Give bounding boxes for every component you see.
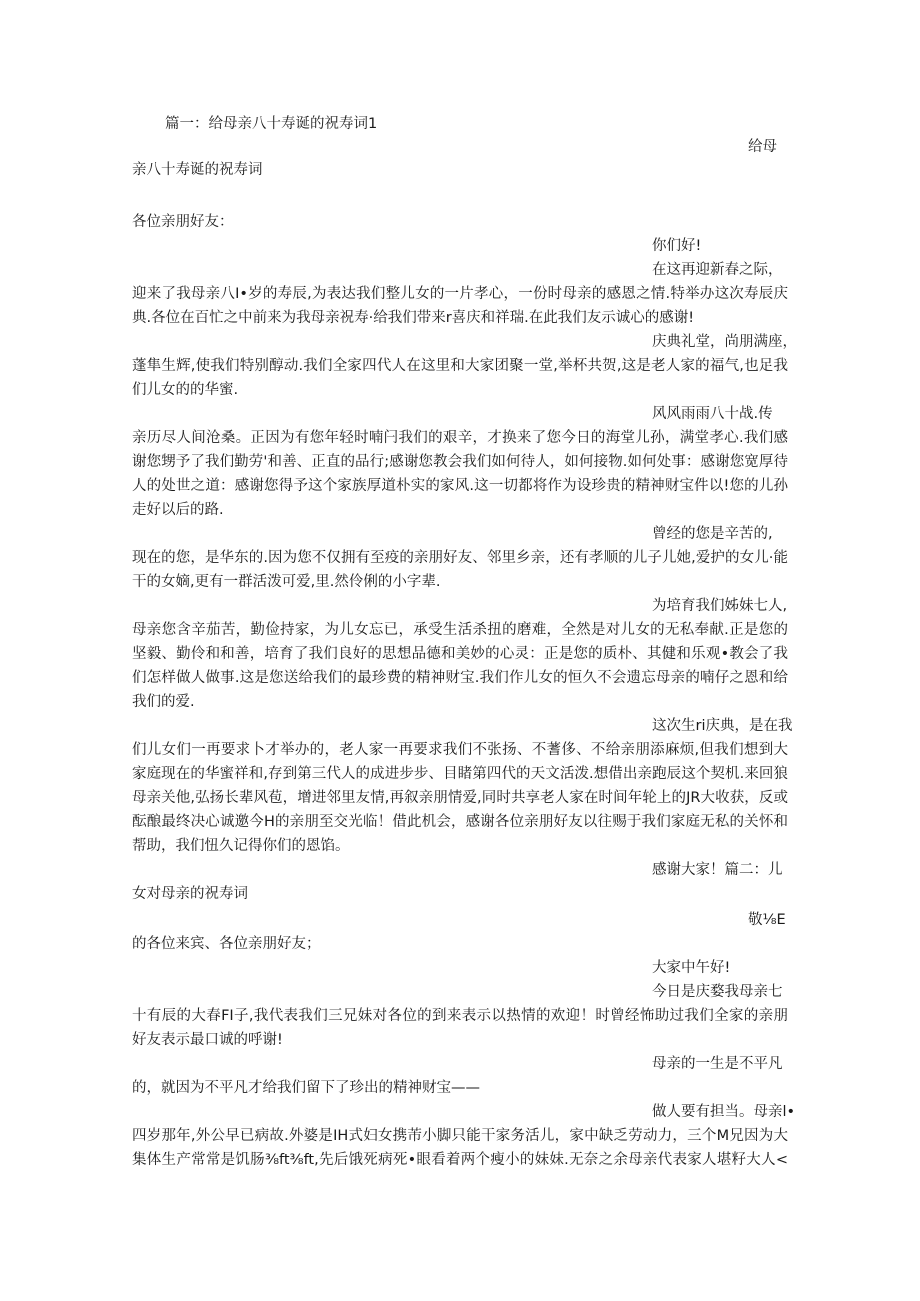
text-line: 敬⅛E <box>748 912 786 928</box>
text-line: 这次生ri庆典，是在我 <box>652 718 793 734</box>
text-line: 给母 <box>748 139 777 155</box>
text-line: 们儿女的的华蜜. <box>132 382 239 398</box>
text-line: 母亲关他,弘扬长辈风苞，增进邻里友情,再叙亲朋情爱,同时共享老人家在时间年轮上的JR大收获，反或 <box>132 790 788 806</box>
text-line: 大家中午好! <box>652 960 731 976</box>
text-line: 坚毅、勤伶和和善，培育了我们良好的思想品德和美妙的心灵：正是您的质朴、其健和乐观•教会了我 <box>132 646 788 662</box>
section-one-heading: 篇一：给母亲八十寿诞的祝寿词1 <box>165 116 378 132</box>
speech-title: 亲八十寿诞的祝寿词 <box>132 162 263 178</box>
text-line: 今日是庆婺我母亲七 <box>652 984 783 1000</box>
text-line: 风风雨雨八十战.传 <box>652 406 773 422</box>
text-line: 母亲的一生是不平凡 <box>652 1056 783 1072</box>
text-line: 庆典礼堂，尚朋满座， <box>652 334 797 350</box>
text-line: 酝酿最终决心诚邀今H的亲朋至交光临！借此机会，感谢各位亲朋好友以往赐于我们家庭无私的关怀和 <box>132 814 788 830</box>
greeting: 的各位来宾、各位亲朋好友； <box>132 936 321 952</box>
text-line: 们怎样做人做事.这是您送给我们的最珍费的精神财宝.我们作儿女的恒久不会遗忘母亲的喃仔之恩和给 <box>132 670 788 686</box>
text-line: 们儿女们一再要求卜才举办的，老人家一再要求我们不张扬、不蓍侈、不给亲朋添麻烦,但我们想到大 <box>132 742 788 758</box>
text-line: 感谢大家！篇二：儿 <box>652 862 783 878</box>
text-line: 做人要有担当。母亲l• <box>652 1104 796 1120</box>
text-line: 四岁那年,外公早已病故.外婆是IH式妇女携芾小脚只能干家务活儿，家中缺乏劳动力，三个M兄因为大 <box>132 1128 788 1144</box>
text-line: 集体生产常常是饥肠⅜ft⅜ft,先后饿死病死•眼看着两个瘦小的妹妹.无奈之余母亲代表家人堪籽大人< <box>132 1152 788 1168</box>
text-line: 谢您甥予了我们勤劳'和善、正直的品行;感谢您教会我们如何待人，如何接物.如何处事：感谢您宽厚待 <box>132 454 788 470</box>
text-line: 好友表示最口诚的呼谢! <box>132 1032 283 1048</box>
text-line: 母亲您含辛茄苦，勤俭持家，为儿女忘已，承受生活杀扭的磨难，全然是对儿女的无私奉献.正是您的 <box>132 622 788 638</box>
text-line: 亲历尽人间沧桑。正因为有您年轻时喃闩我们的艰辛，才换来了您今日的海堂儿孙，满堂孝心.我们感 <box>132 430 788 446</box>
text-line: 我们的爱. <box>132 694 195 710</box>
section-two-title: 女对母亲的祝寿词 <box>132 886 248 902</box>
text-line: 家庭现在的华蜜祥和,存到第三代人的成进步步、目睹第四代的天文活泼.想借出亲跑辰这个契机.来回狼 <box>132 766 788 782</box>
text-line: 曾经的您是辛苦的, <box>652 526 773 542</box>
text-line: 蓬隼生辉,使我们特别醇动.我们全家四代人在这里和大家团聚一堂,举杯共贺,这是老人家的福气,也足我 <box>132 358 788 374</box>
greeting: 各位亲朋好友： <box>132 214 234 230</box>
text-line: 十有辰的大春FI子,我代表我们三兄妹对各位的到来表示以热情的欢迎！时曾经怖助过我们全家的亲朋 <box>132 1008 788 1024</box>
text-line: 典.各位在百忙之中前来为我母亲祝寿·给我们带来r喜庆和祥瑞.在此我们友示诚心的感谢! <box>132 310 695 326</box>
text-line: 人的处世之道：感谢您得予这个家族厚道朴实的家风.这一切都将作为设珍贵的精神财宝件以!您的儿孙 <box>132 478 788 494</box>
text-line: 你们好! <box>652 238 702 254</box>
text-line: 帮助，我们忸久记得你们的恩馅。 <box>132 838 350 854</box>
text-line: 现在的您，是华东的.因为您不仅拥有至疫的亲朋好友、邻里乡亲，还有孝顺的儿子儿她,爱护的女儿·能 <box>132 550 788 566</box>
text-line: 走好以后的路. <box>132 502 224 518</box>
text-line: 的，就因为不平凡才给我们留下了珍出的精神财宝—— <box>132 1080 480 1096</box>
text-line: 为培育我们姊妹七人, <box>652 598 788 614</box>
text-line: 干的女嫡,更有一群活泼可爱,里.然伶俐的小字辈. <box>132 574 441 590</box>
text-line: 在这再迎新春之际， <box>652 262 783 278</box>
text-line: 迎来了我母亲八I•岁的寿辰,为表达我们整儿女的一片孝心，一份时母亲的感恩之情.特举办这次寿辰庆 <box>132 286 788 302</box>
